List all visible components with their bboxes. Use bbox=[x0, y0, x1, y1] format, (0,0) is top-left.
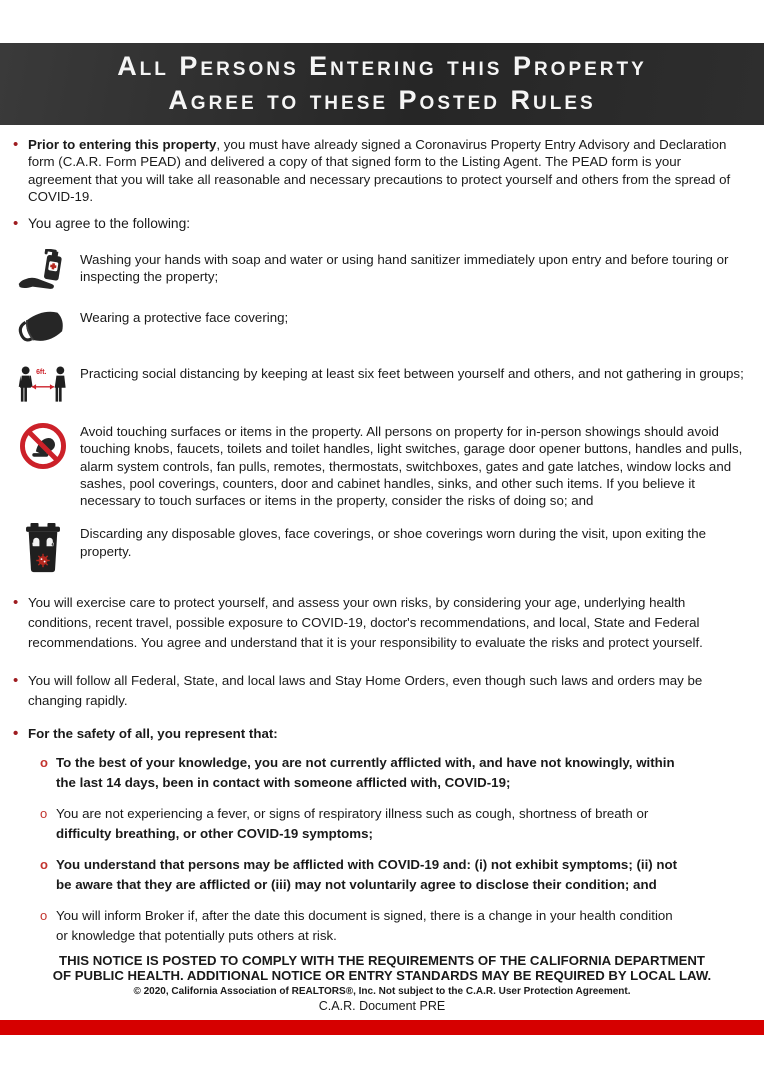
agree-lead: • You agree to the following: bbox=[13, 215, 748, 233]
header-line-1: All Persons Entering this Property bbox=[117, 51, 647, 82]
rule-text: Discarding any disposable gloves, face coverings, or shoe coverings worn during the visit, upon exiting the property. bbox=[80, 526, 707, 559]
rule-row-no-touching bbox=[14, 421, 754, 509]
rule-row-hand-washing bbox=[14, 249, 754, 293]
intro-paragraph bbox=[13, 136, 748, 205]
symptoms-bold-text: difficulty breathing, or other COVID-19 symptoms; bbox=[56, 826, 373, 842]
rule-text: Practicing social distancing by keeping at least six feet between yourself and others, and not gathering in groups; bbox=[80, 366, 744, 382]
represent-item-knowledge: o To the best of your knowledge, you are not currently afflicted with, and have not knowingly, within the last 14 days, been in contact with someone afflicted with, COVID-19; bbox=[40, 753, 685, 793]
rule-text: Avoid touching surfaces or items in the property. All persons on property for in-person showings should avoid touching knobs, faucets, toilets and toilet handles, light switches, garage door opener buttons, handles and pulls, alarm system controls, fan pulls, remotes, thermostats, switchboxes, gates and gate latches, window locks and sashes, pool coverings, counters, door and cabinet handles, sinks, and other such items. If you believe it necessary to touch surfaces or items in the property, consider the risks of doing so; and bbox=[80, 424, 743, 509]
represent-item-symptoms bbox=[40, 804, 685, 844]
header-line-2: Agree to these Posted Rules bbox=[168, 85, 596, 115]
rule-row-social-distancing bbox=[14, 363, 754, 409]
hand-sanitizer-icon bbox=[14, 249, 72, 293]
exercise-care-paragraph: • You will exercise care to protect yourself, and assess your own risks, by considering your age, underlying health conditions, recent travel, possible exposure to COVID-19, doctor's recommendations, and local, State and Federal recommendations. You agree and understand that it is your responsibility to evaluate the risks and protect yourself. bbox=[13, 593, 748, 653]
disposal-bin-icon bbox=[14, 523, 72, 573]
rule-text: Wearing a protective face covering; bbox=[80, 310, 289, 326]
footer-red-bar bbox=[0, 1020, 764, 1035]
represent-item-inform-broker: o You will inform Broker if, after the date this document is signed, there is a change in your health condition or knowledge that potentially puts others at risk. bbox=[40, 906, 685, 946]
rule-row-discard-ppe bbox=[14, 523, 754, 573]
intro-bold-leadin: Prior to entering this property bbox=[28, 137, 217, 152]
rule-row-face-covering bbox=[14, 307, 754, 347]
follow-laws-paragraph: • You will follow all Federal, State, and local laws and Stay Home Orders, even though such laws and orders may be changing rapidly. bbox=[13, 671, 748, 711]
document-label: C.A.R. Document PRE bbox=[318, 999, 446, 1014]
represent-lead: • For the safety of all, you represent that: bbox=[13, 725, 748, 742]
represent-item-afflicted: o You understand that persons may be afflicted with COVID-19 and: (i) not exhibit symptoms; (ii) not be aware that they are afflicted or (iii) may not voluntarily agree to disclose their condition; and bbox=[40, 855, 685, 895]
no-touching-icon bbox=[14, 421, 72, 471]
six-feet-label: 6ft. bbox=[36, 368, 47, 376]
rule-text: Washing your hands with soap and water or using hand sanitizer immediately upon entry and before touring or inspecting the property; bbox=[80, 252, 729, 285]
copyright-line: © 2020, California Association of REALTORS®, Inc. Not subject to the C.A.R. User Protection Agreement. bbox=[133, 986, 631, 998]
header-banner bbox=[0, 43, 764, 125]
face-mask-icon bbox=[14, 307, 72, 347]
social-distancing-icon bbox=[14, 363, 72, 409]
public-health-notice: THIS NOTICE IS POSTED TO COMPLY WITH THE REQUIREMENTS OF THE CALIFORNIA DEPARTMENT OF PUBLIC HEALTH. ADDITIONAL NOTICE OR ENTRY STANDARDS MAY BE REQUIRED BY LOCAL LAW. bbox=[52, 952, 712, 983]
symptoms-normal-text: You are not experiencing a fever, or signs of respiratory illness such as cough, shortness of breath or bbox=[56, 806, 649, 822]
intro-text: , you must have already signed a Coronavirus Property Entry Advisory and Declaration form (C.A.R. Form PEAD) and delivered a copy of that signed form to the Listing Agent. The PEAD form is your agreement that you will take all reasonable and necessary precautions to protect yourself and others from the spread of COVID-19. bbox=[28, 137, 731, 204]
